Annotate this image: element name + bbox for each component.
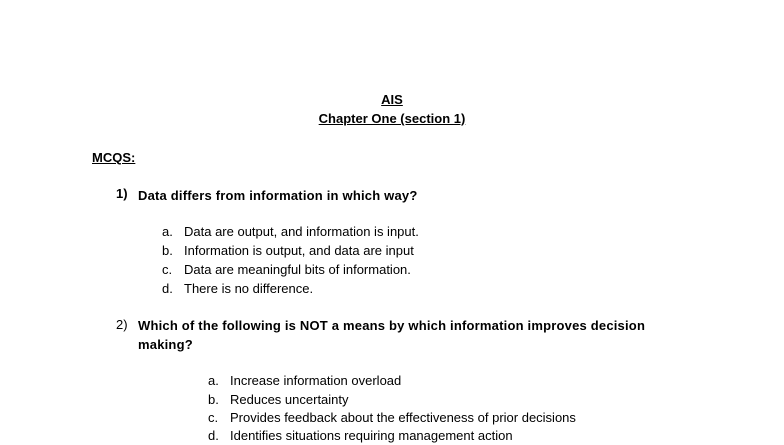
question-text-line1: Which of the following is NOT a means by which information improves decision xyxy=(138,318,646,333)
option xyxy=(208,408,576,427)
option-letter: c. xyxy=(162,262,173,277)
option-text: Reduces uncertainty xyxy=(230,392,349,407)
option xyxy=(162,279,313,298)
option-letter: a. xyxy=(208,373,219,388)
option xyxy=(162,222,419,241)
option xyxy=(208,390,349,409)
option xyxy=(162,260,411,279)
option-letter: b. xyxy=(162,243,173,258)
option-letter: d. xyxy=(162,281,173,296)
option-text: Data are output, and information is input. xyxy=(184,224,419,239)
option-text: Data are meaningful bits of information. xyxy=(184,262,411,277)
option xyxy=(208,426,513,445)
option-text: Provides feedback about the effectiveness of prior decisions xyxy=(230,410,576,425)
option-letter: c. xyxy=(208,410,219,425)
question-text-line2: making? xyxy=(138,337,193,352)
section-heading: MCQS: xyxy=(92,150,136,165)
option xyxy=(208,371,401,390)
option-text: Increase information overload xyxy=(230,373,402,388)
option-letter: a. xyxy=(162,224,173,239)
option-letter: d. xyxy=(208,428,219,443)
option-text: Identifies situations requiring management action xyxy=(230,428,513,443)
option xyxy=(162,241,414,260)
chapter-title: Chapter One (section 1) xyxy=(318,111,466,126)
question-number: 2) xyxy=(116,317,128,332)
subject-title: AIS xyxy=(381,92,403,107)
option-letter: b. xyxy=(208,392,219,407)
question-number: 1) xyxy=(116,186,128,201)
option-text: Information is output, and data are input xyxy=(184,243,414,258)
option-text: There is no difference. xyxy=(184,281,314,296)
question-text: Data differs from information in which way? xyxy=(138,188,418,203)
